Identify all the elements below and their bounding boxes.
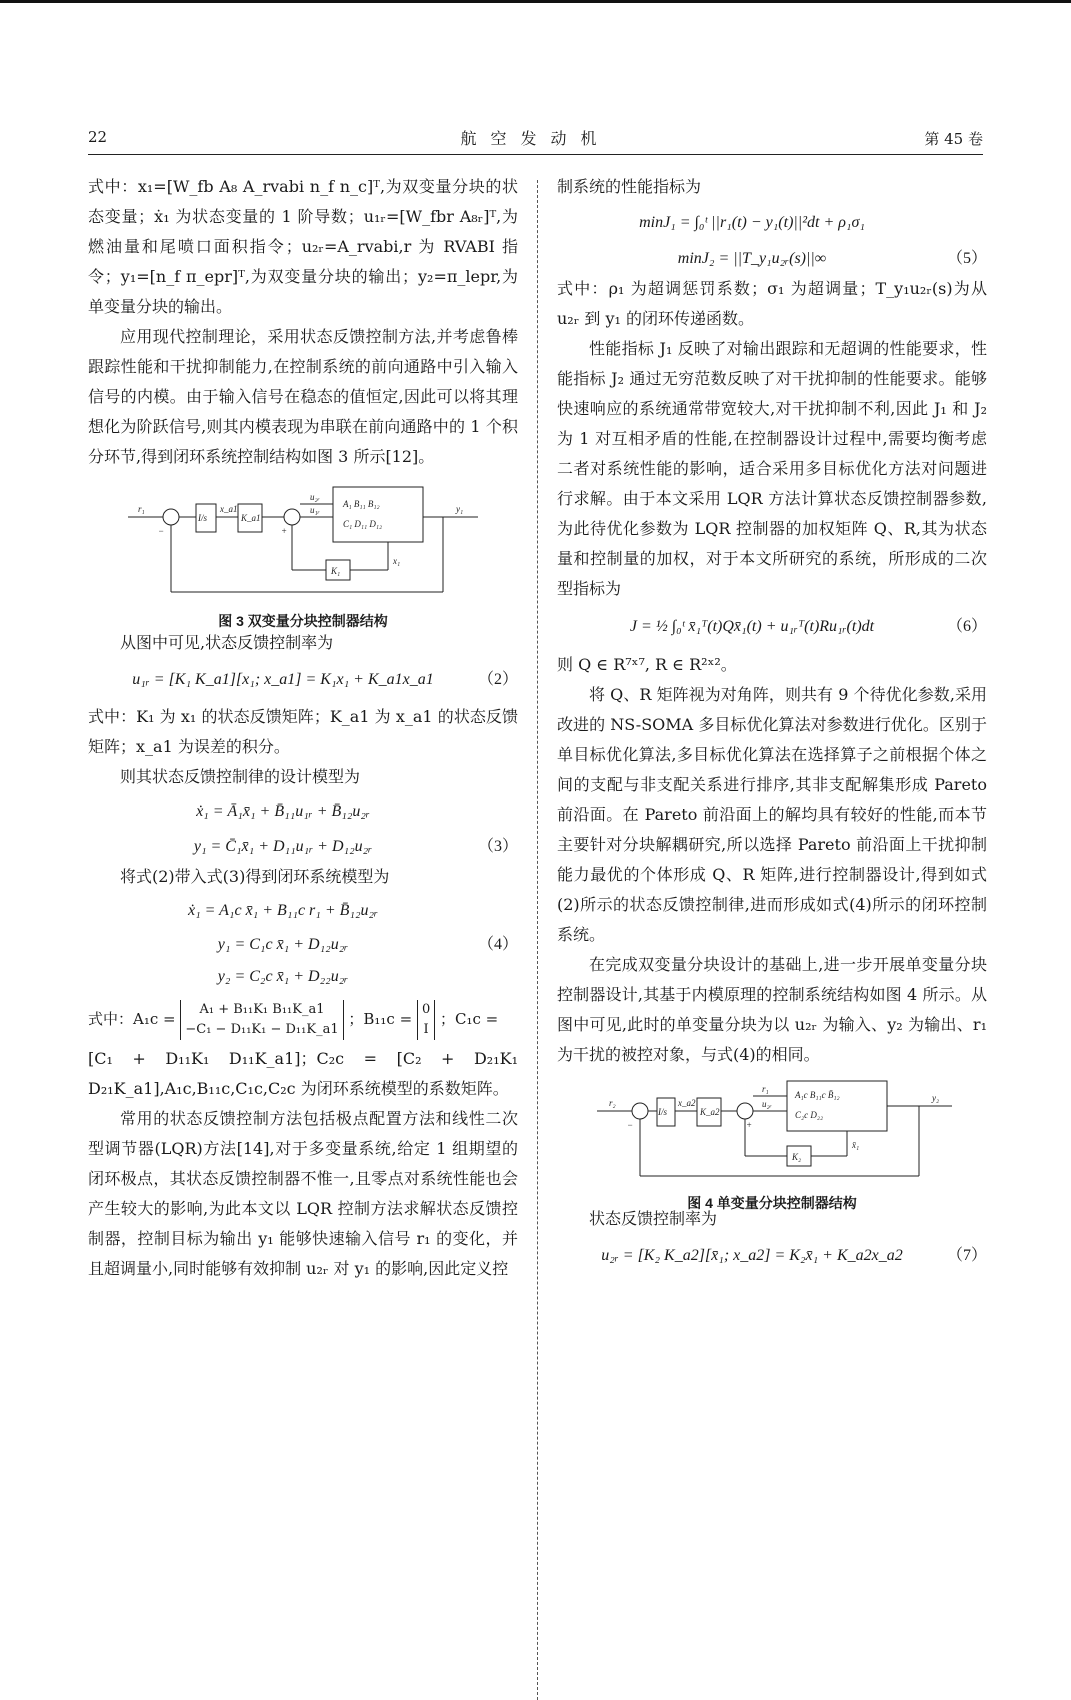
figure-4-diagram [557,1076,987,1182]
fig3-label-minus: − [158,526,165,536]
equation-4b [88,930,518,962]
fig4-label-plus: + [746,1120,753,1130]
matrix-b11c [417,1000,435,1040]
paragraph: 性能指标 J₁ 反映了对输出跟踪和无超调的性能要求，性能指标 J₂ 通过无穷范数反映了对干扰抑制的性能要求。能够快速响应的系统通常带宽较大,对干扰抑制不利,因此 J₁ 和 J₂ 为 1 对互相矛盾的性能,在控制器设计过程中,需要均衡考虑二者对系统性能的影响，适合采用多目标优化方法对问题进行求解。由于本文采用 LQR 方法计算状态反馈控制器参数,为此待优化参数为 LQR 控制器的加权矩阵 Q、R,其为状态量和控制量的加权，对于本文所研究的系统，所形成的二次型指标为 [557,339,987,598]
fig3-plant-row2: C₁ D₁₁ D₁₂ [343,519,383,529]
journal-title: 航空发动机 [460,129,611,148]
fig4-label-xa2: x_a2 [678,1098,696,1108]
volume-label: 第 45 卷 [924,130,983,148]
equation-4-number: （4） [477,936,518,953]
equation-2-body: u₁ᵣ = [K₁ K_a1][x₁; x_a1] = K₁x₁ + K_a1x_a1 [132,671,434,688]
paragraph: 将式(2)带入式(3)得到闭环系统模型为 [120,867,390,886]
equation-5-number: （5） [946,250,987,267]
paragraph: 在完成双变量分块设计的基础上,进一步开展单变量分块控制器设计,其基于内模原理的控制系统结构如图 4 所示。从图中可见,此时的单变量分块为以 u₂ᵣ 为输入、y₂ 为输出、r₁ 为干扰的被控对象，与式(4)的相同。 [557,955,987,1064]
equation-3a [88,792,518,832]
equation-3b-body: y₁ = C̄₁x̄₁ + D₁₁u₁ᵣ + D₁₂u₂ᵣ [193,838,373,855]
paragraph: 则 Q ∈ R⁷ˣ⁷, R ∈ R²ˣ²。 [557,655,737,674]
fig3-label-ka1: K_a1 [241,513,261,523]
equation-5a-body: minJ₁ = ∫₀ᵗ ||r₁(t) − y₁(t)||²dt + ρ₁σ₁ [639,214,865,231]
equation-5b [557,244,987,274]
fig4-label-k2: K₂ [792,1152,802,1162]
paragraph: 则其状态反馈控制律的设计模型为 [120,767,361,786]
equation-5a [557,202,987,244]
fig4-label-int: I/s [658,1107,667,1117]
matrix-a1c [180,1000,343,1040]
equation-4a-body: ẋ₁ = A₁c x̄₁ + B₁₁c r₁ + B̄₁₂u₂ᵣ [187,902,379,919]
column-divider [537,180,538,1700]
paragraph: [C₁ + D₁₁K₁ D₁₁K_a1]；C₂c = [C₂ + D₂₁K₁ D₂₁K_a1],A₁c,B₁₁c,C₁c,C₂c 为闭环系统模型的系数矩阵。 [88,1049,518,1098]
fig3-label-u2r: u₂ᵣ [310,492,320,502]
paragraph: 制系统的性能指标为 [557,177,702,196]
page-number: 22 [88,128,108,146]
fig3-label-x1: x₁ [393,556,401,566]
matrix-tail: ；C₁c = [440,1010,499,1028]
fig3-label-int: I/s [198,513,207,523]
figure-4 [557,1076,987,1211]
running-header [88,126,983,152]
equation-6-body: J = ½ ∫₀ᵗ x̄₁ᵀ(t)Qx̄₁(t) + u₁ᵣᵀ(t)Ru₁ᵣ(t)dt [629,618,875,635]
right-column [557,172,987,1278]
fig3-label-plus: + [281,526,288,536]
fig4-label-ka2: K_a2 [700,1107,720,1117]
fig4-label-u2r: u₂ᵣ [762,1099,772,1109]
paragraph: 状态反馈控制率为 [589,1209,718,1228]
fig3-plant-row1: A₁ B₁₁ B₁₂ [343,499,380,509]
equation-3a-body: ẋ₁ = Ā₁x̄₁ + B̄₁₁u₁ᵣ + B̄₁₂u₂ᵣ [196,803,370,820]
paragraph: 式中：K₁ 为 x₁ 的状态反馈矩阵；K_a1 为 x_a1 的状态反馈矩阵；x_a1 为误差的积分。 [88,707,518,756]
paragraph: 应用现代控制理论，采用状态反馈控制方法,并考虑鲁棒跟踪性能和干扰抑制能力,在控制系统的前向通路中引入输入信号的内模。由于输入信号在稳态的值恒定,因此可以将其理想化为阶跃信号,则其内模表现为串联在前向通路中的 1 个积分环节,得到闭环系统控制结构如图 3 所示[12]。 [88,327,518,466]
equation-7-body: u₂ᵣ = [K₂ K_a2][x̄₁; x_a2] = K₂x̄₁ + K_a2x_a2 [601,1247,903,1264]
equation-4a [88,892,518,930]
left-column [88,172,518,1284]
fig4-label-x1: x̄₁ [852,1140,860,1150]
fig4-label-minus: − [627,1120,634,1130]
matrix-mid: ；B₁₁c = [348,1010,413,1028]
top-border [0,0,1071,3]
fig4-label-y2: y₂ [932,1093,940,1103]
equation-7-number: （7） [946,1247,987,1264]
figure-4-caption: 图 4 单变量分块控制器结构 [687,1195,857,1211]
equation-3-number: （3） [477,838,518,855]
paragraph: 从图中可见,状态反馈控制率为 [120,633,334,652]
fig4-label-r2: r₂ [609,1098,616,1108]
matrix-b11c-row2: I [423,1022,429,1037]
equation-6 [557,604,987,650]
fig3-label-u1r: u₁ᵣ [310,505,320,515]
figure-3 [88,482,518,629]
fig3-label-xa1: x_a1 [220,504,238,514]
matrix-lead: 式中：A₁c = [88,1010,176,1028]
fig3-label-r1: r₁ [138,504,145,514]
equation-4c [88,962,518,994]
paragraph: 常用的状态反馈控制方法包括极点配置方法和线性二次型调节器(LQR)方法[14],对于多变量系统,给定 1 组期望的闭环极点，其状态反馈控制器不惟一,且零点对系统性能也会产生较大的影响,为此本文以 LQR 控制方法求解状态反馈控制器，控制目标为输出 y₁ 能够快速输入信号 r₁ 的变化，并且超调量小,同时能够有效抑制 u₂ᵣ 对 y₁ 的影响,因此定义控 [88,1109,518,1278]
figure-3-caption: 图 3 双变量分块控制器结构 [218,613,388,629]
paragraph: 将 Q、R 矩阵视为对角阵，则共有 9 个待优化参数,采用改进的 NS-SOMA 多目标优化算法对参数进行优化。区别于单目标优化算法,多目标优化算法在选择算子之前根据个体之间的支配与非支配关系进行排序,其非支配解集形成 Pareto 前沿面。在 Pareto 前沿面上的解均具有较好的性能,而本节主要针对分块解耦研究,所以选择 Pareto 前沿面上干扰抑制能力最优的个体形成 Q、R 矩阵,进行控制器设计,得到如式(2)所示的状态反馈控制律,进而形成如式(4)所示的闭环控制系统。 [557,685,987,944]
fig4-plant-row1: A₁c B₁₁c B̄₁₂ [795,1090,840,1100]
paragraph: 式中：ρ₁ 为超调惩罚系数；σ₁ 为超调量；T_y₁u₂ᵣ(s)为从 u₂ᵣ 到 y₁ 的闭环传递函数。 [557,279,987,328]
equation-5b-body: minJ₂ = ||T_y₁u₂ᵣ(s)||∞ [677,250,827,267]
fig4-plant-row2: C₂c D₂₂ [795,1110,824,1120]
header-rule [88,154,983,155]
matrix-b11c-row1: 0 [421,1002,431,1017]
fig4-label-r1: r₁ [762,1084,769,1094]
equation-4b-body: y₁ = C₁c x̄₁ + D₁₂u₂ᵣ [217,936,349,953]
matrix-a1c-row2: −C₁ − D₁₁K₁ − D₁₁K_a1 [185,1022,339,1037]
equation-3b [88,832,518,862]
fig3-label-y1: y₁ [456,504,464,514]
matrix-a1c-row1: A₁ + B₁₁K₁ B₁₁K_a1 [199,1002,325,1017]
figure-3-diagram [88,482,518,600]
paragraph: 式中：x₁=[W_fb A₈ A_rvabi n_f n_c]ᵀ,为双变量分块的状态变量；ẋ₁ 为状态变量的 1 阶导数；u₁ᵣ=[W_fbr A₈ᵣ]ᵀ,为燃油量和尾喷口面积指令；u₂ᵣ=A_rvabi,r 为 RVABI 指令；y₁=[n_f π_epr]ᵀ,为双变量分块的输出；y₂=π_lepr,为单变量分块的输出。 [88,177,518,316]
equation-4c-body: y₂ = C₂c x̄₁ + D₂₂u₂ᵣ [217,968,349,985]
fig3-label-k1: K₁ [331,566,341,576]
equation-6-number: （6） [946,618,987,635]
equation-2 [88,658,518,702]
equation-7 [557,1234,987,1278]
equation-2-number: （2） [477,671,518,688]
matrix-definition [88,994,518,1044]
